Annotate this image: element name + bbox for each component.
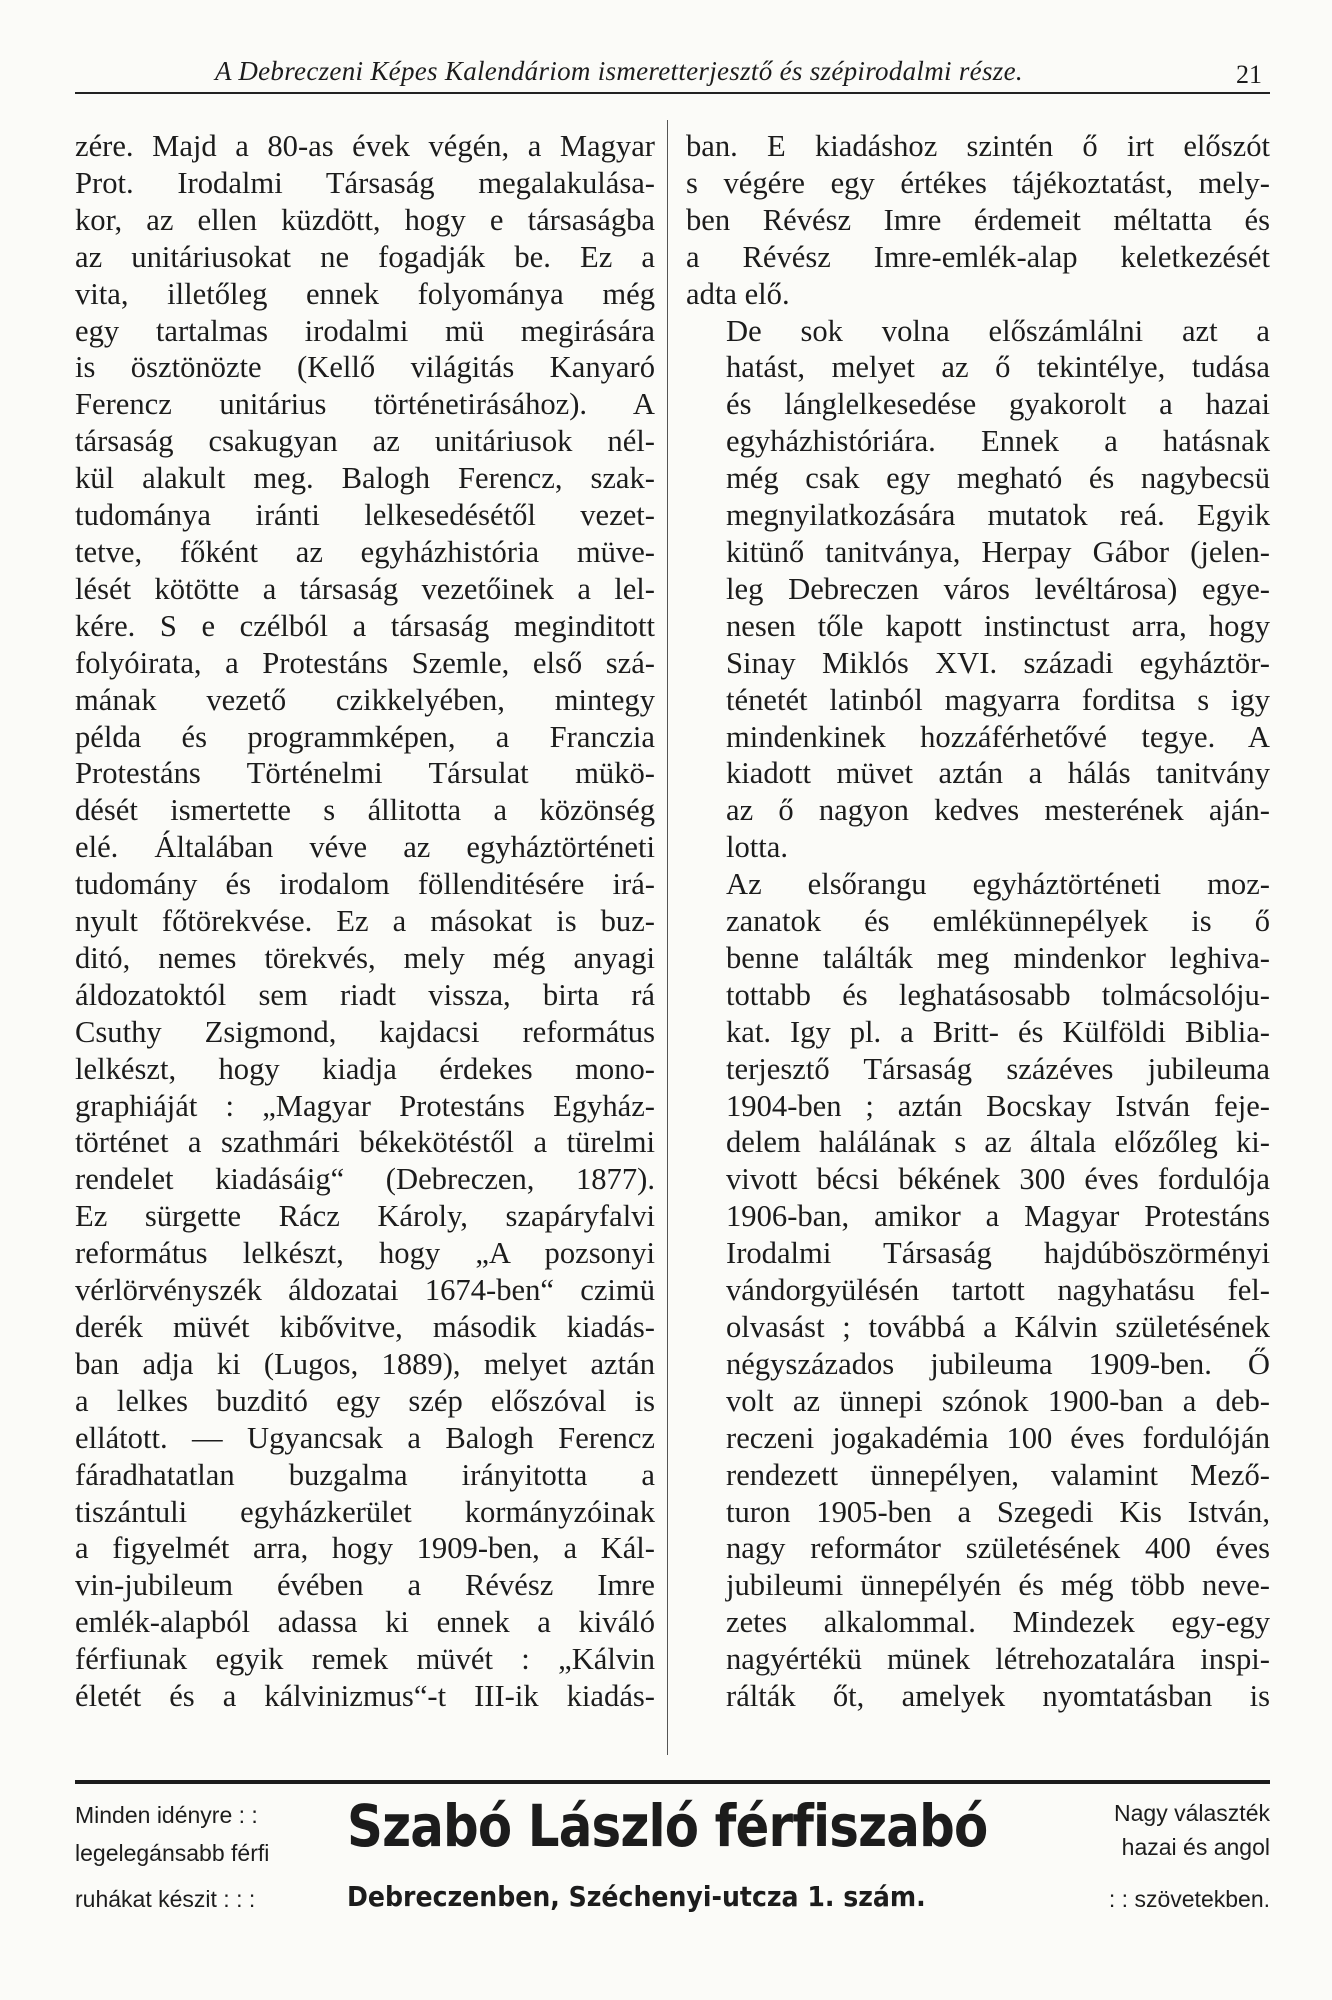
advert-right-line: : : szövetekben. [1108, 1886, 1270, 1912]
text-line: áldozatoktól sem riadt vissza, birta rá [75, 977, 655, 1012]
footer-rule [75, 1780, 1270, 1784]
text-line: kor, az ellen küzdött, hogy e társaságba [75, 202, 655, 237]
text-line: emlék-alapból adassa ki ennek a kiváló [75, 1605, 655, 1640]
text-line: a lelkes buzditó egy szép előszóval is [75, 1383, 655, 1418]
text-line: 1904-ben ; aztán Bocskay István feje- [726, 1088, 1270, 1123]
text-line: Az elsőrangu egyháztörténeti moz- [726, 867, 1270, 902]
text-line: Sinay Miklós XVI. századi egyháztör- [726, 645, 1270, 680]
text-line: volt az ünnepi szónok 1900-ban a deb- [726, 1383, 1270, 1418]
text-line: mindenkinek hozzáférhetővé tegye. A [726, 719, 1270, 754]
text-line: kitünő tanitványa, Herpay Gábor (jelen- [726, 534, 1270, 569]
advert-right-line: Nagy választék [1114, 1800, 1270, 1826]
text-line: református lelkészt, hogy „A pozsonyi [75, 1236, 655, 1271]
advert-left-text [75, 1796, 340, 1872]
text-line: De sok volna előszámlálni azt a [726, 313, 1270, 348]
text-line: kiadott müvet aztán a hálás tanitvány [726, 756, 1270, 791]
text-line: nagy reformátor születésének 400 éves [726, 1531, 1270, 1566]
text-line: az unitáriusokat ne fogadják be. Ez a [75, 239, 655, 274]
text-line: terjesztő Társaság százéves jubileuma [726, 1051, 1270, 1086]
text-line: nyult főtörekvése. Ez a másokat is buz- [75, 904, 655, 939]
text-line: Ez sürgette Rácz Károly, szapáryfalvi [75, 1199, 655, 1234]
text-line: az ő nagyon kedves mesterének aján- [726, 793, 1270, 828]
advert-left-line: Minden idényre : : [75, 1802, 258, 1828]
text-line: mának vezető czikkelyében, mintegy [75, 682, 655, 717]
right-column [686, 128, 1270, 1715]
text-line: ban adja ki (Lugos, 1889), melyet aztán [75, 1346, 655, 1381]
running-header [75, 52, 1270, 94]
column-divider [667, 120, 668, 1755]
text-line: tetve, főként az egyházhistória müve- [75, 534, 655, 569]
text-line: rálták őt, amelyek nyomtatásban is [726, 1679, 1270, 1714]
text-line: fáradhatatlan buzgalma irányitotta a [75, 1457, 655, 1492]
text-line: turon 1905-ben a Szegedi Kis István, [726, 1494, 1270, 1529]
text-line: tottabb és leghatásosabb tolmácsolóju- [726, 977, 1270, 1012]
text-line: zetes alkalommal. Mindezek egy-egy [726, 1605, 1270, 1640]
text-line: vándorgyülésén tartott nagyhatásu fel- [726, 1273, 1270, 1308]
text-line: dését ismertette s állitotta a közönség [75, 793, 655, 828]
text-line: példa és programmképen, a Franczia [75, 719, 655, 754]
text-line: elé. Általában véve az egyháztörténeti [75, 830, 655, 865]
text-line: adta elő. [686, 276, 790, 311]
text-line: Prot. Irodalmi Társaság megalakulása- [75, 165, 655, 200]
text-line: rendezett ünnepélyen, valamint Mező- [726, 1457, 1270, 1492]
text-line: 1906-ban, amikor a Magyar Protestáns [726, 1199, 1270, 1234]
text-line: ben Révész Imre érdemeit méltatta és [686, 202, 1270, 237]
text-line: vérlörvényszék áldozatai 1674-ben“ czimü [75, 1273, 655, 1308]
text-line: is ösztönözte (Kellő világitás Kanyaró [75, 350, 655, 385]
text-line: tudománya iránti lelkesedésétől vezet- [75, 498, 655, 533]
text-line: kül alakult meg. Balogh Ferencz, szak- [75, 461, 655, 496]
text-line: hatást, melyet az ő tekintélye, tudása [726, 350, 1270, 385]
left-column [75, 128, 655, 1715]
advert-right-text [1070, 1796, 1270, 1864]
text-line: vin-jubileum évében a Révész Imre [75, 1568, 655, 1603]
text-line: Ferencz unitárius történetirásához). A [75, 387, 655, 422]
text-line: folyóirata, a Protestáns Szemle, első szá- [75, 645, 655, 680]
advert-right-line: hazai és angol [1121, 1834, 1270, 1860]
advert-left-line: legelegánsabb férfi [75, 1840, 270, 1866]
text-line: még csak egy megható és nagybecsü [726, 461, 1270, 496]
text-line: férfiunak egyik remek müvét : „Kálvin [75, 1642, 655, 1677]
text-line: és lánglelkesedése gyakorolt a hazai [726, 387, 1270, 422]
text-line: Irodalmi Társaság hajdúböszörményi [726, 1236, 1270, 1271]
text-line: történet a szathmári békekötéstől a türelmi [75, 1125, 655, 1160]
text-line: egy tartalmas irodalmi mü megirására [75, 313, 655, 348]
text-line: graphiáját : „Magyar Protestáns Egyház- [75, 1088, 655, 1123]
text-line: Csuthy Zsigmond, kajdacsi református [75, 1014, 655, 1049]
text-line: tudomány és irodalom föllenditésére irá- [75, 867, 655, 902]
text-line: olvasást ; továbbá a Kálvin születésének [726, 1310, 1270, 1344]
text-line: társaság csakugyan az unitáriusok nél- [75, 424, 655, 459]
text-line: a Révész Imre-emlék-alap keletkezését [686, 239, 1270, 274]
text-line: vita, illetőleg ennek folyománya még [75, 276, 655, 311]
text-line: leg Debreczen város levéltárosa) egye- [726, 571, 1270, 606]
text-line: egyházhistóriára. Ennek a hatásnak [726, 424, 1270, 459]
text-line: derék müvét kibővitve, második kiadás- [75, 1310, 655, 1344]
text-line: lotta. [726, 830, 789, 865]
advert-headline: Szabó László férfiszabó [347, 1792, 988, 1860]
text-line: s végére egy értékes tájékoztatást, mely- [686, 165, 1270, 200]
text-line: lelkészt, hogy kiadja érdekes mono- [75, 1051, 655, 1086]
advert-left-line: ruhákat készit : : : [75, 1886, 256, 1912]
text-line: kére. S e czélból a társaság meginditott [75, 608, 655, 643]
text-line: kat. Igy pl. a Britt- és Külföldi Biblia- [726, 1014, 1270, 1049]
header-title: A Debreczeni Képes Kalendáriom ismeretterjesztő és szépirodalmi része. [215, 56, 1023, 86]
text-line: ditó, nemes törekvés, mely még anyagi [75, 940, 655, 975]
advert-address: Debreczenben, Széchenyi-utcza 1. szám. [347, 1880, 926, 1913]
text-line: vivott bécsi békének 300 éves fordulója [726, 1162, 1270, 1197]
text-line: Protestáns Történelmi Társulat mükö- [75, 756, 655, 791]
tailor-advertisement [75, 1792, 1270, 1946]
text-line: reczeni jogakadémia 100 éves fordulóján [726, 1420, 1270, 1455]
text-line: ellátott. — Ugyancsak a Balogh Ferencz [75, 1420, 655, 1455]
text-line: zanatok és emlékünnepélyek is ő [726, 904, 1270, 939]
text-line: delem halálának s az általa előzőleg ki- [726, 1125, 1270, 1160]
text-line: nesen tőle kapott instinctust arra, hogy [726, 608, 1270, 643]
text-line: négyszázados jubileuma 1909-ben. Ő [726, 1346, 1270, 1381]
page-number: 21 [1236, 60, 1262, 89]
text-line: rendelet kiadásáig“ (Debreczen, 1877). [75, 1162, 655, 1197]
text-line: zére. Majd a 80-as évek végén, a Magyar [75, 129, 655, 163]
text-line: benne találták meg mindenkor leghiva- [726, 940, 1270, 975]
text-line: lését kötötte a társaság vezetőinek a lel- [75, 571, 655, 606]
text-line: a figyelmét arra, hogy 1909-ben, a Kál- [75, 1531, 655, 1566]
text-line: jubileumi ünnepélyén és még több neve- [726, 1568, 1270, 1603]
text-line: megnyilatkozására mutatok reá. Egyik [726, 498, 1270, 533]
text-line: tiszántuli egyházkerület kormányzóinak [75, 1494, 655, 1529]
text-line: ténetét latinból magyarra forditsa s igy [726, 682, 1270, 717]
text-line: ban. E kiadáshoz szintén ő irt előszót [686, 129, 1270, 163]
text-line: nagyértékü münek létrehozatalára inspi- [726, 1642, 1270, 1677]
text-line: életét és a kálvinizmus“-t III-ik kiadás- [75, 1679, 655, 1714]
